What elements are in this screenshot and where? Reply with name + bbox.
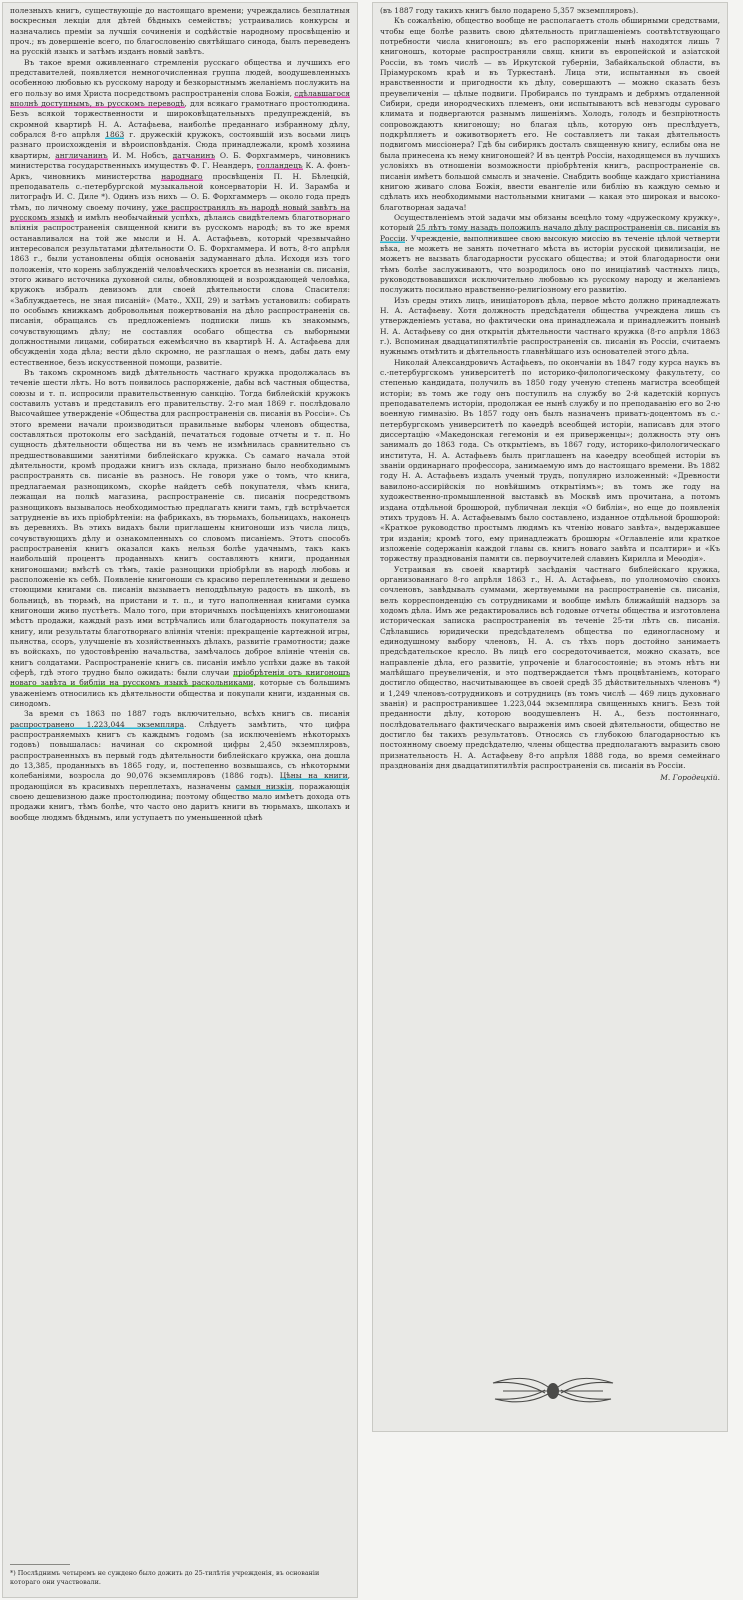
footnote: *) Послѣднимъ четыремъ не суждено было дожить до 25-тилѣтія учрежденія, въ основаніи котораго они участвовали. [10, 1569, 320, 1586]
paragraph: Осуществленіемъ этой задачи мы обязаны всецѣло тому «дружескому кружку», который 25 лѣтъ тому назадъ положилъ начало дѣлу распространенія св. писанія въ Россіи. Учрежденіе, выполнившее свою высокую миссію въ теченіе цѣлой четверти вѣка, не можетъ не занять почетнаго мѣста въ исторіи русской цивилизаціи, не можетъ не вызвать благодарности русскаго общества; и этой благодарности они тѣмъ болѣе заслуживаютъ, что возродилось оно по иниціативѣ частныхъ лицъ, руководствовавшихся исключительно любовью къ русскому народу и желаніемъ послужить посильно нравственно-религіозному его развитію. [380, 212, 720, 295]
paragraph: Къ сожалѣнію, общество вообще не располагаетъ столь обширными средствами, чтобы еще болѣе развить свою дѣятельность приглашеніемъ соотвѣтствующаго потребности числа книгоношъ; въ его распоряженіи нынѣ находятся лишь 7 книгоношъ, которые распространяли свящ. книги въ европейской и азіатской Россіи, въ томъ числѣ — въ Иркутской губерніи, Забайкальской области, въ Пріамурскомъ краѣ и въ Туркестанѣ. Лица эти, испытанныя въ своей нравственности и пригодности къ дѣлу, совершаютъ — можно сказать безъ преувеличенія — цѣлые подвиги. Пробираясь по тундрамъ и дебрямъ отдаленной Сибири, среди инородческихъ племенъ, они испытываютъ всѣ невзгоды суроваго климата и подвергаются разнымъ лишеніямъ. Холодъ, голодъ и безпріютность сопровождаютъ книгоношу; но благая цѣль, которую онъ преслѣдуетъ, подкрѣпляетъ и оживотворяетъ его. Не составляетъ ли такая дѣятельность подвигомъ миссіонера? Гдѣ бы сибирякъ досталъ священную книгу, еслибы она не была принесена къ нему книгоношей? И въ центрѣ Россіи, находящемся въ лучшихъ условіяхъ въ отношеніи возможности пріобрѣтенія книгъ, распространеніе св. писанія имѣетъ большой смыслъ и значеніе. Снабдить вообще каждаго христіанина книгою живаго слова Божія, ввести евангеліе или библію въ каждую семью и сдѣлать ихъ необходимыми настольными книгами — какая это широкая и высоко-благотворная задача! [380, 16, 720, 212]
left-column-text [3, 3, 357, 823]
paragraph: Изъ среды этихъ лицъ, иниціаторовъ дѣла, первое мѣсто должно принадлежать Н. А. Астафьеву. Хотя должность предсѣдателя общества учреждена лишь съ утвержденіемъ устава, но фактически она принадлежала и принадлежитъ понынѣ Н. А. Астафьеву со дня открытія дѣятельности частнаго кружка (8-го апрѣля 1863 г.). Вспоминая двадцатипятилѣтіе распространенія св. писанія въ Россіи, считаемъ нужнымъ отмѣтить и дѣятельность главнѣйшаго изъ основателей этого дѣла. [380, 295, 720, 357]
paragraph: Устраивая въ своей квартирѣ засѣданія частнаго библейскаго кружка, организованнаго 8-го апрѣля 1863 г., Н. А. Астафьевъ, по уполномочію своихъ сочленовъ, завѣдывалъ суммами, жертвуемыми на распространеніе св. писанія, велъ корреспонденцію съ сотрудниками и вообще имѣлъ ближайшій надзоръ за ходомъ дѣла. Имъ же редактировались всѣ годовые отчеты общества и изготовлена историческая записка распространенія въ теченіе 25-ти лѣтъ св. писанія. Сдѣлавшись юридически предсѣдателемъ общества по единогласному и единодушному выбору членовъ, Н. А. съ тѣхъ поръ достойно занимаетъ предсѣдательское кресло. Въ лицѣ его сосредоточивается, можно сказать, все направленіе дѣла, его развитіе, упроченіе и благосостояніе; въ этомъ нѣтъ ни малѣйшаго преувеличенія, и это подтверждается тѣмъ процвѣтаніемъ, котораго достигло общество, насчитывающее въ своей средѣ 35 дѣйствительныхъ членовъ *) и 1,249 членовъ-сотрудниковъ и сотрудницъ (въ томъ числѣ — 469 лицъ духовнаго званія) и распространившее 1.223,044 экземпляра священныхъ книгъ. Безъ той преданности дѣлу, которою воодушевленъ Н. А., безъ постояннаго, послѣдовательнаго фактическаго выраженія имъ своей дѣятельности, общество не достигло бы такихъ результатовъ. Относясь съ глубокою благодарностью къ постоянному своему предсѣдателю, члены общества предполагаютъ выразить свою признательность Н. А. Астафьеву 8-го апрѣля 1888 года, во время семейнаго празднованія дня двадцатипятилѣтія распространенія св. писанія въ Россіи. [380, 564, 720, 771]
highlight-mark: 25 лѣтъ тому назадъ положилъ начало дѣлу распространенія св. писанія въ Россіи [380, 223, 720, 243]
highlight-mark: самыя низкія [235, 781, 292, 791]
author-signature: М. Городецкій. [660, 773, 720, 783]
paragraph: Въ такомъ скромномъ видѣ дѣятельность частнаго кружка продолжалась въ теченіе шести лѣтъ. Но вотъ появилось распоряженіе, дабы всѣ частныя общества, союзы и т. п. испросили правительственную санкцію. Тогда библейскій кружокъ составилъ уставъ и представилъ его правительству. 2-го мая 1869 г. послѣдовало Высочайшее утвержденіе «Общества для распространенія св. писанія въ Россіи». Съ этого времени начали производиться правильные выборы членовъ общества, составляться протоколы его засѣданій, печататься годовые отчеты и т. п. Но сущность дѣятельности общества ни въ чемъ не измѣнилась сравнительно съ предшествовавшими занятіями библейскаго кружка. Съ самаго начала этой дѣятельности, кромѣ продажи книгъ изъ склада, признано было необходимымъ распространять св. писаніе въ разносъ. Не говоря уже о томъ, что книга, предлагаемая разнощикомъ, скорѣе найдетъ себѣ покупателя, чѣмъ книга, лежащая на полкѣ магазина, распространеніе св. писанія посредствомъ разнощиковъ вызывалось необходимостью предлагать книги тамъ, гдѣ встрѣчается затрудненіе въ ихъ пріобрѣтеніи: на фабрикахъ, въ тюрьмахъ, больницахъ, наконецъ въ деревняхъ. Въ этихъ видахъ были приглашены книгоноши изъ числа лицъ, сочувствующихъ дѣлу и ознакомленныхъ со словомъ писаніемъ. Этотъ способъ распространенія книгъ оказался какъ нельзя болѣе удачнымъ, такъ какъ наибольшій процентъ проданныхъ книгъ составляютъ книги, проданныя книгоношами; вмѣстѣ съ тѣмъ, такіе разнощики пріобрѣли въ народѣ любовь и расположеніе къ себѣ. Появленіе книгоноши съ красиво переплетенными и дешево стоющими книгами св. писанія вызываетъ неподдѣльную радость въ школѣ, въ больницѣ, въ тюрьмѣ, на пристани и т. п., и туго наполненная книгами сумка книгоноши живо пустѣетъ. Мало того, при вторичныхъ посѣщеніяхъ книгоношами мѣстъ продажи, каждый разъ ими встрѣчались или благодарность покупателя за книгу, или результаты благотворнаго вліянія чтенія: прекращеніе картежной игры, пьянства, ссоръ, улучшеніе въ хозяйственныхъ дѣлахъ, развитіе грамотности; даже въ войскахъ, по удостовѣренію начальства, замѣчалось доброе вліяніе чтенія св. книгъ солдатами. Распространеніе книгъ св. писанія имѣло успѣхи даже въ такой сферѣ, гдѣ этого трудно было ожидать: были случаи пріобрѣтенія отъ книгоношъ новаго завѣта и библіи на русскомъ языкѣ раскольниками, которые съ большимъ уваженіемъ относились къ дѣятельности общества и покупали книги, изданныя св. синодомъ. [10, 368, 350, 709]
highlight-mark: распространено 1.223,044 экземпляра [10, 719, 185, 729]
paragraph: Въ такое время оживленнаго стремленія русскаго общества и лучшихъ его представителей, появляется немногочисленная группа людей, воодушевленныхъ особенною любовью къ русскому народу и безкорыстнымъ желаніемъ послужить на его пользу во имя Христа посредствомъ распространенія слова Божія, сдѣлавшагося вполнѣ доступнымъ, въ русскомъ переводѣ, для всякаго грамотнаго простолюдина. Безъ всякой торжественности и широковѣщательныхъ предупрежденій, въ скромной квартирѣ Н. А. Астафьева, наиболѣе преданнаго избранному дѣлу, собрался 8-го апрѣля 1863 г. дружескій кружокъ, состоявшій изъ восьми лицъ разнаго происхожденія и вѣроисповѣданія. Сюда принадлежали, кромѣ хозяина квартиры, англичанинъ И. М. Нобсъ, датчанинъ О. Б. Форхгаммеръ, чиновникъ министерства государственныхъ имуществъ Ф. Г. Неандеръ, голландецъ К. А. фонъ-Аркъ, чиновникъ министерства народнаго просвѣщенія П. Н. Бѣлецкій, преподаватель с.-петербургской музыкальной консерваторіи Н. И. Зарамба и литографъ И. С. Диле *). Одинъ изъ нихъ — О. Б. Форхгаммеръ — около года предъ тѣмъ, по личному своему почину, уже распространялъ въ народѣ новый завѣтъ на русскомъ языкѣ и имѣлъ необычайный успѣхъ, дѣлаясь свидѣтелемъ благотворнаго вліянія распространенія священной книги въ русскомъ народѣ; въ то же время останавливался на той же мысли и Н. А. Астафьевъ, который чрезвычайно интересовался результатами дѣятельности О. Б. Форхгаммера. И вотъ, 8-го апрѣля 1863 г., были установлены общія основанія задуманнаго дѣла. Исходя изъ того положенія, что корень заблужденій человѣческихъ кроется въ незнаніи св. писанія, этого живаго источника духовной силы, обновляющей и возрождающей человѣка, кружокъ избралъ девизомъ для своей дѣятельности слова Спасителя: «Заблуждаетесь, не зная писаній» (Матѳ., XXII, 29) и затѣмъ установилъ: собирать по особымъ книжкамъ добровольныя пожертвованія на дѣло распространенія св. писанія, обращаясь съ предложеніемъ подписки лишь къ знакомымъ, сочувствующимъ дѣлу; не составляя особаго общества съ выборными должностными лицами, собираться ежемѣсячно въ квартирѣ Н. А. Астафьева для обсужденія хода дѣла; вести дѣло скромно, не разглашая о немъ, дабы дать ему естественное, безъ искусственной помощи, развитіе. [10, 57, 351, 367]
highlight-mark: голландецъ [256, 161, 303, 171]
right-column [372, 2, 728, 1432]
left-column [2, 2, 358, 1598]
paragraph: Николай Александровичъ Астафьевъ, по окончаніи въ 1847 году курса наукъ въ с.-петербургскомъ университетѣ по историко-филологическому факультету, со степенью кандидата, получилъ въ 1850 году ученую степень магистра всеобщей исторіи; въ томъ же году онъ поступилъ на службу во 2-й кадетскій корпусъ преподавателемъ исторіи, продолжая ее нынѣ службу и по преподаванію его во 2-ю военную гимназію. Въ 1857 году онъ былъ назначенъ приватъ-доцентомъ въ с.-петербургскомъ университетѣ по каѳедрѣ всеобщей исторіи, написавъ для этого диссертацію «Македонская гегемонія и ея приверженцы»; должность эту онъ занималъ до 1863 года. Съ открытіемъ, въ 1867 году, историко-филологическаго института, Н. А. Астафьевъ былъ приглашенъ на каѳедру всеобщей исторіи въ званіи ординарнаго профессора, занимаемую имъ до настоящаго времени. Въ 1882 году Н. А. Астафьевъ издалъ ученый трудъ, популярно изложенный: «Древности вавилоно-ассирійскія по новѣйшимъ открытіямъ»; въ томъ же году на художественно-промышленной выставкѣ въ Москвѣ имъ прочитана, а потомъ издана отдѣльной брошюрой, публичная лекція «О библіи», но еще до появленія этихъ трудовъ Н. А. Астафьевымъ было составлено, изданное отдѣльной брошюрой: «Краткое руководство простымъ людямъ къ чтенію новаго завѣта», выдержавшее три изданія; кромѣ того, ему принадлежатъ брошюры «Оглавленіе или краткое изложеніе содержанія каждой главы св. книгъ новаго завѣта и псалтири» и «Къ торжеству празднованія памяти св. первоучителей славянъ Кирилла и Меѳодія». [380, 357, 720, 564]
highlight-mark: Цѣны на книги [279, 771, 348, 781]
highlight-mark: народнаго [161, 171, 203, 181]
highlight-mark: сдѣлавшагося вполнѣ доступнымъ, въ русскомъ переводѣ [10, 88, 350, 109]
paragraph: За время съ 1863 по 1887 годъ включительно, всѣхъ книгъ св. писанія распространено 1.223,044 экземпляра. Слѣдуетъ замѣтить, что цифра распространяемыхъ книгъ съ каждымъ годомъ (за исключеніемъ нѣкоторыхъ годовъ) повышалась: начиная со скромной цифры 2,450 экземпляровъ, распространенныхъ въ первый годъ дѣятельности библейскаго кружка, она дошла до 13,385, проданныхъ въ 1865 году, и, постепенно возвышаясь, съ нѣкоторыми колебаніями, возросла до 90,076 экземпляровъ (1886 годъ). Цѣны на книги, продающіяся въ красивыхъ переплетахъ, назначены самыя низкія, поражающія своею дешевизною даже простолюдина; поэтому общество мало имѣетъ дохода отъ продажи книгъ, тѣмъ болѣе, что часто оно даритъ книги въ тюрьмахъ, школахъ и вообще людямъ бѣднымъ, или уступаетъ по уменьшенной цѣнѣ [10, 709, 350, 822]
right-column-text [373, 3, 727, 784]
ornament-icon [483, 1371, 623, 1411]
highlight-mark: уже распространялъ въ народѣ новый завѣтъ на русскомъ языкѣ [10, 202, 350, 222]
highlight-mark: 1863 [105, 130, 125, 140]
paragraph: полезныхъ книгъ, существующіе до настоящаго времени; учреждались безплатныя воскресныя лекціи для дѣтей бѣдныхъ семействъ; устраивались конкурсы и назначались преміи за лучшія сочиненія и содѣйствіе народному просвѣщенію и проч.; въ довершеніе всего, по благословенію святѣйшаго синода, былъ переведенъ на русскій языкъ и затѣмъ изданъ новый завѣтъ. [10, 6, 350, 57]
highlight-mark: пріобрѣтенія отъ книгоношъ новаго завѣта и библіи на русскомъ языкѣ раскольниками [10, 668, 350, 688]
highlight-mark: англичанинъ [55, 150, 108, 160]
footnote-divider [10, 1564, 70, 1565]
highlight-mark: датчанинъ [172, 150, 216, 160]
paragraph: (въ 1887 году такихъ книгъ было подарено 5,357 экземпляровъ). [380, 6, 639, 15]
